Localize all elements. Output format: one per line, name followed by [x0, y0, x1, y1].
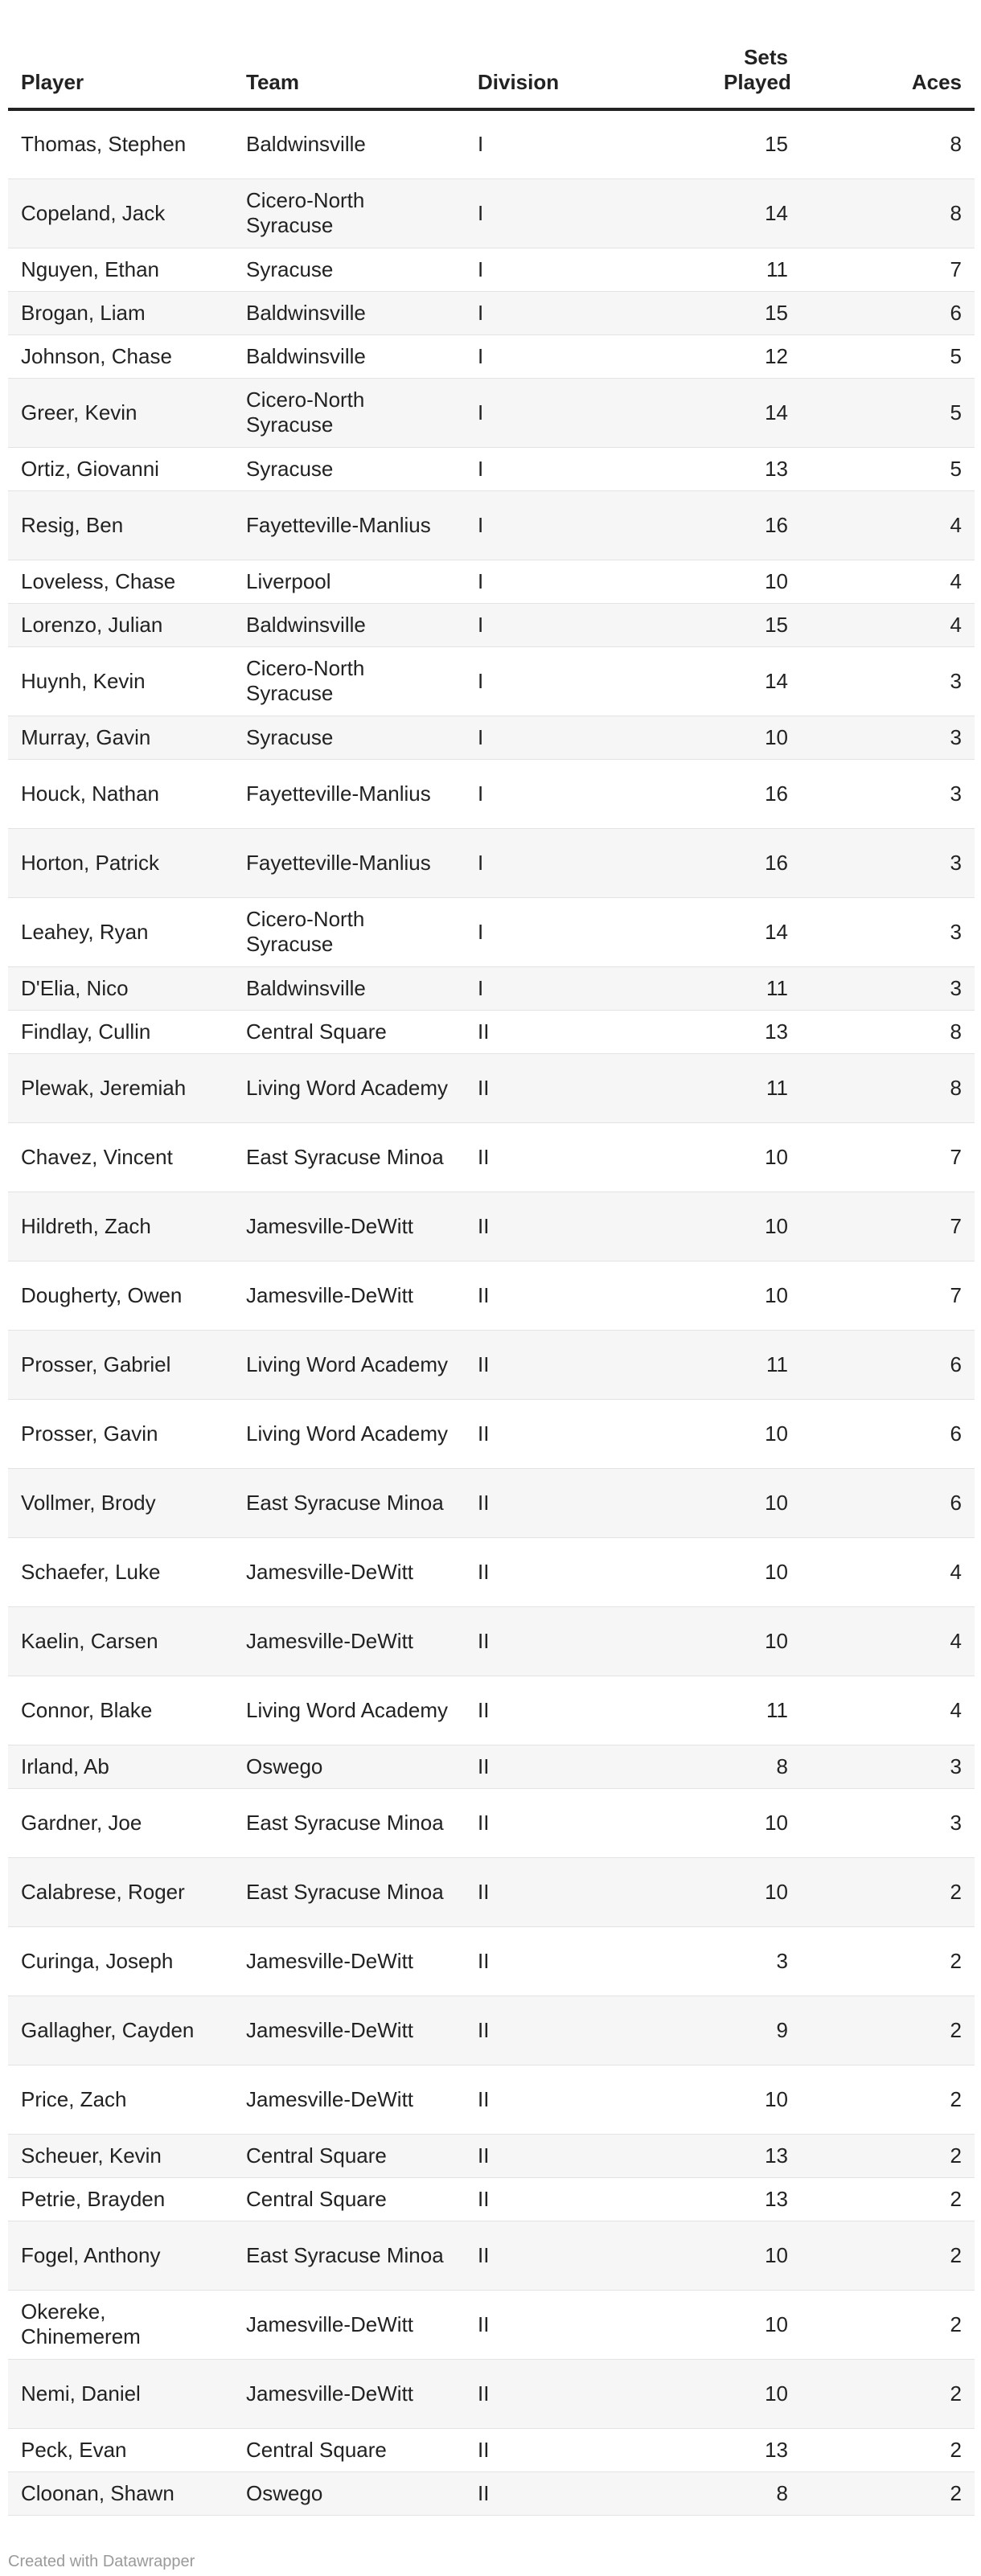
table-row: [8, 759, 975, 828]
table-row: [8, 178, 975, 248]
cell-division: II: [465, 2471, 618, 2515]
cell-sets-played: 10: [618, 1606, 801, 1676]
cell-player: Chavez, Vincent: [8, 1122, 233, 1192]
table-row: [8, 560, 975, 603]
cell-aces: 7: [801, 248, 975, 291]
cell-sets-played: 11: [618, 1053, 801, 1122]
cell-division: II: [465, 2134, 618, 2177]
cell-sets-played: 13: [618, 447, 801, 490]
table-row: [8, 828, 975, 897]
cell-sets-played: 14: [618, 178, 801, 248]
cell-sets-played: 14: [618, 646, 801, 716]
cell-player: Houck, Nathan: [8, 759, 233, 828]
table-row: [8, 248, 975, 291]
cell-aces: 4: [801, 1676, 975, 1745]
cell-sets-played: 15: [618, 291, 801, 334]
cell-team: Living Word Academy: [233, 1330, 465, 1399]
table-row: [8, 1926, 975, 1996]
cell-sets-played: 15: [618, 603, 801, 646]
cell-player: Lorenzo, Julian: [8, 603, 233, 646]
cell-player: Gallagher, Cayden: [8, 1996, 233, 2065]
cell-aces: 3: [801, 897, 975, 966]
cell-division: II: [465, 1926, 618, 1996]
cell-aces: 8: [801, 1010, 975, 1053]
cell-sets-played: 10: [618, 560, 801, 603]
table-row: [8, 1537, 975, 1606]
cell-team: Baldwinsville: [233, 334, 465, 378]
table-row: [8, 2177, 975, 2221]
cell-player: Okereke, Chinemerem: [8, 2290, 233, 2359]
cell-aces: 8: [801, 178, 975, 248]
cell-sets-played: 10: [618, 2221, 801, 2290]
cell-player: Schaefer, Luke: [8, 1537, 233, 1606]
cell-aces: 4: [801, 490, 975, 560]
cell-team: Jamesville-DeWitt: [233, 1996, 465, 2065]
cell-sets-played: 10: [618, 2290, 801, 2359]
table-row: [8, 2359, 975, 2428]
cell-player: Peck, Evan: [8, 2428, 233, 2471]
cell-sets-played: 13: [618, 1010, 801, 1053]
cell-aces: 4: [801, 560, 975, 603]
table-row: [8, 1192, 975, 1261]
cell-aces: 3: [801, 966, 975, 1010]
cell-aces: 2: [801, 2177, 975, 2221]
cell-player: Murray, Gavin: [8, 716, 233, 759]
cell-player: Nguyen, Ethan: [8, 248, 233, 291]
cell-team: East Syracuse Minoa: [233, 1788, 465, 1857]
table-row: [8, 897, 975, 966]
cell-aces: 7: [801, 1122, 975, 1192]
cell-sets-played: 10: [618, 2359, 801, 2428]
column-header-team[interactable]: Team: [233, 32, 465, 109]
column-header-division[interactable]: Division: [465, 32, 618, 109]
cell-division: I: [465, 716, 618, 759]
table-row: [8, 1399, 975, 1468]
cell-division: I: [465, 966, 618, 1010]
table-row: [8, 1606, 975, 1676]
cell-team: Central Square: [233, 2428, 465, 2471]
cell-division: I: [465, 560, 618, 603]
cell-sets-played: 10: [618, 716, 801, 759]
cell-division: II: [465, 2359, 618, 2428]
cell-player: Loveless, Chase: [8, 560, 233, 603]
cell-aces: 8: [801, 1053, 975, 1122]
cell-sets-played: 10: [618, 1857, 801, 1926]
table-row: [8, 1122, 975, 1192]
cell-team: Jamesville-DeWitt: [233, 2065, 465, 2134]
table-row: [8, 2290, 975, 2359]
cell-team: Living Word Academy: [233, 1399, 465, 1468]
cell-division: II: [465, 1122, 618, 1192]
column-header-aces[interactable]: Aces: [801, 32, 975, 109]
table-row: [8, 1053, 975, 1122]
table-row: [8, 603, 975, 646]
cell-sets-played: 10: [618, 2065, 801, 2134]
table-row: [8, 2221, 975, 2290]
table-row: [8, 1788, 975, 1857]
datawrapper-credit[interactable]: Created with Datawrapper: [8, 2553, 195, 2570]
column-header-sets-played-label: Sets Played: [724, 45, 791, 94]
cell-player: Cloonan, Shawn: [8, 2471, 233, 2515]
cell-team: Syracuse: [233, 447, 465, 490]
cell-player: Ortiz, Giovanni: [8, 447, 233, 490]
cell-division: II: [465, 2428, 618, 2471]
cell-team: Liverpool: [233, 560, 465, 603]
cell-division: II: [465, 1261, 618, 1330]
cell-aces: 5: [801, 447, 975, 490]
data-table-container: [8, 32, 975, 2516]
aces-table: [8, 32, 975, 2516]
cell-sets-played: 10: [618, 1537, 801, 1606]
cell-division: I: [465, 646, 618, 716]
cell-division: I: [465, 248, 618, 291]
table-row: [8, 490, 975, 560]
cell-team: Cicero-North Syracuse: [233, 646, 465, 716]
cell-team: Oswego: [233, 2471, 465, 2515]
table-row: [8, 1676, 975, 1745]
cell-team: Baldwinsville: [233, 291, 465, 334]
cell-sets-played: 11: [618, 1330, 801, 1399]
table-row: [8, 1261, 975, 1330]
cell-aces: 3: [801, 759, 975, 828]
cell-team: Cicero-North Syracuse: [233, 897, 465, 966]
cell-player: Vollmer, Brody: [8, 1468, 233, 1537]
cell-player: Findlay, Cullin: [8, 1010, 233, 1053]
cell-aces: 2: [801, 2065, 975, 2134]
cell-sets-played: 11: [618, 966, 801, 1010]
table-row: [8, 378, 975, 447]
cell-team: Baldwinsville: [233, 109, 465, 178]
cell-division: I: [465, 828, 618, 897]
cell-sets-played: 10: [618, 1468, 801, 1537]
cell-player: Plewak, Jeremiah: [8, 1053, 233, 1122]
cell-sets-played: 10: [618, 1192, 801, 1261]
cell-team: Jamesville-DeWitt: [233, 2359, 465, 2428]
cell-team: Jamesville-DeWitt: [233, 1537, 465, 1606]
cell-division: II: [465, 2065, 618, 2134]
cell-player: Gardner, Joe: [8, 1788, 233, 1857]
cell-division: II: [465, 1468, 618, 1537]
cell-team: Cicero-North Syracuse: [233, 178, 465, 248]
table-row: [8, 2134, 975, 2177]
table-row: [8, 1745, 975, 1788]
cell-player: Prosser, Gabriel: [8, 1330, 233, 1399]
cell-team: Baldwinsville: [233, 603, 465, 646]
cell-player: D'Elia, Nico: [8, 966, 233, 1010]
cell-player: Curinga, Joseph: [8, 1926, 233, 1996]
table-row: [8, 1010, 975, 1053]
cell-sets-played: 11: [618, 248, 801, 291]
cell-division: I: [465, 109, 618, 178]
header-row: [8, 32, 975, 109]
cell-team: East Syracuse Minoa: [233, 1122, 465, 1192]
cell-aces: 3: [801, 1788, 975, 1857]
cell-sets-played: 12: [618, 334, 801, 378]
cell-sets-played: 16: [618, 828, 801, 897]
cell-team: Central Square: [233, 2177, 465, 2221]
cell-player: Kaelin, Carsen: [8, 1606, 233, 1676]
table-row: [8, 1996, 975, 2065]
cell-player: Nemi, Daniel: [8, 2359, 233, 2428]
cell-player: Calabrese, Roger: [8, 1857, 233, 1926]
cell-team: Jamesville-DeWitt: [233, 1926, 465, 1996]
cell-sets-played: 11: [618, 1676, 801, 1745]
cell-sets-played: 10: [618, 1399, 801, 1468]
cell-aces: 2: [801, 2290, 975, 2359]
cell-aces: 2: [801, 2221, 975, 2290]
cell-player: Johnson, Chase: [8, 334, 233, 378]
cell-sets-played: 13: [618, 2134, 801, 2177]
cell-sets-played: 16: [618, 490, 801, 560]
cell-division: II: [465, 1010, 618, 1053]
cell-aces: 2: [801, 2359, 975, 2428]
cell-division: II: [465, 1399, 618, 1468]
cell-sets-played: 14: [618, 378, 801, 447]
cell-division: II: [465, 1053, 618, 1122]
table-row: [8, 716, 975, 759]
table-row: [8, 1857, 975, 1926]
cell-team: Living Word Academy: [233, 1053, 465, 1122]
cell-team: East Syracuse Minoa: [233, 2221, 465, 2290]
cell-player: Horton, Patrick: [8, 828, 233, 897]
cell-sets-played: 8: [618, 2471, 801, 2515]
cell-sets-played: 16: [618, 759, 801, 828]
cell-division: I: [465, 897, 618, 966]
cell-team: Central Square: [233, 1010, 465, 1053]
table-row: [8, 646, 975, 716]
cell-aces: 6: [801, 291, 975, 334]
cell-division: II: [465, 1857, 618, 1926]
cell-team: East Syracuse Minoa: [233, 1857, 465, 1926]
cell-team: Fayetteville-Manlius: [233, 759, 465, 828]
table-row: [8, 2065, 975, 2134]
cell-division: II: [465, 1537, 618, 1606]
cell-aces: 3: [801, 646, 975, 716]
cell-division: I: [465, 490, 618, 560]
cell-division: I: [465, 378, 618, 447]
cell-aces: 4: [801, 1537, 975, 1606]
cell-team: Baldwinsville: [233, 966, 465, 1010]
cell-team: Fayetteville-Manlius: [233, 828, 465, 897]
cell-sets-played: 9: [618, 1996, 801, 2065]
cell-team: Jamesville-DeWitt: [233, 2290, 465, 2359]
table-row: [8, 334, 975, 378]
table-row: [8, 2428, 975, 2471]
cell-division: II: [465, 1606, 618, 1676]
cell-player: Copeland, Jack: [8, 178, 233, 248]
table-header: [8, 32, 975, 109]
cell-aces: 2: [801, 1996, 975, 2065]
table-row: [8, 1468, 975, 1537]
cell-team: East Syracuse Minoa: [233, 1468, 465, 1537]
table-row: [8, 2471, 975, 2515]
cell-division: II: [465, 2177, 618, 2221]
cell-team: Cicero-North Syracuse: [233, 378, 465, 447]
cell-division: II: [465, 2221, 618, 2290]
cell-aces: 2: [801, 2134, 975, 2177]
table-row: [8, 447, 975, 490]
cell-player: Prosser, Gavin: [8, 1399, 233, 1468]
cell-division: II: [465, 2290, 618, 2359]
table-row: [8, 1330, 975, 1399]
cell-aces: 3: [801, 1745, 975, 1788]
cell-division: I: [465, 178, 618, 248]
cell-aces: 7: [801, 1261, 975, 1330]
cell-division: I: [465, 447, 618, 490]
cell-division: I: [465, 759, 618, 828]
cell-division: II: [465, 1676, 618, 1745]
cell-team: Jamesville-DeWitt: [233, 1606, 465, 1676]
column-header-sets-played[interactable]: [618, 32, 801, 109]
cell-player: Dougherty, Owen: [8, 1261, 233, 1330]
cell-team: Jamesville-DeWitt: [233, 1261, 465, 1330]
cell-team: Jamesville-DeWitt: [233, 1192, 465, 1261]
cell-aces: 2: [801, 2428, 975, 2471]
cell-aces: 6: [801, 1399, 975, 1468]
cell-aces: 7: [801, 1192, 975, 1261]
cell-aces: 2: [801, 1926, 975, 1996]
cell-aces: 5: [801, 378, 975, 447]
cell-aces: 8: [801, 109, 975, 178]
cell-team: Syracuse: [233, 248, 465, 291]
cell-team: Central Square: [233, 2134, 465, 2177]
cell-aces: 4: [801, 603, 975, 646]
cell-aces: 6: [801, 1468, 975, 1537]
cell-aces: 3: [801, 828, 975, 897]
cell-player: Petrie, Brayden: [8, 2177, 233, 2221]
cell-division: I: [465, 334, 618, 378]
cell-aces: 5: [801, 334, 975, 378]
cell-player: Brogan, Liam: [8, 291, 233, 334]
cell-division: II: [465, 1788, 618, 1857]
cell-player: Hildreth, Zach: [8, 1192, 233, 1261]
cell-aces: 3: [801, 716, 975, 759]
cell-division: II: [465, 1745, 618, 1788]
cell-team: Living Word Academy: [233, 1676, 465, 1745]
table-row: [8, 109, 975, 178]
cell-division: I: [465, 291, 618, 334]
cell-player: Scheuer, Kevin: [8, 2134, 233, 2177]
cell-sets-played: 15: [618, 109, 801, 178]
cell-aces: 6: [801, 1330, 975, 1399]
cell-team: Oswego: [233, 1745, 465, 1788]
cell-sets-played: 10: [618, 1788, 801, 1857]
cell-player: Greer, Kevin: [8, 378, 233, 447]
cell-aces: 4: [801, 1606, 975, 1676]
table-row: [8, 966, 975, 1010]
cell-player: Leahey, Ryan: [8, 897, 233, 966]
cell-sets-played: 13: [618, 2177, 801, 2221]
cell-aces: 2: [801, 2471, 975, 2515]
cell-aces: 2: [801, 1857, 975, 1926]
table-row: [8, 291, 975, 334]
cell-division: II: [465, 1996, 618, 2065]
cell-player: Connor, Blake: [8, 1676, 233, 1745]
cell-sets-played: 10: [618, 1122, 801, 1192]
cell-player: Price, Zach: [8, 2065, 233, 2134]
cell-player: Thomas, Stephen: [8, 109, 233, 178]
table-body: [8, 109, 975, 2515]
cell-division: II: [465, 1192, 618, 1261]
cell-sets-played: 10: [618, 1261, 801, 1330]
cell-sets-played: 14: [618, 897, 801, 966]
cell-player: Huynh, Kevin: [8, 646, 233, 716]
cell-sets-played: 13: [618, 2428, 801, 2471]
cell-team: Fayetteville-Manlius: [233, 490, 465, 560]
cell-player: Irland, Ab: [8, 1745, 233, 1788]
cell-division: II: [465, 1330, 618, 1399]
cell-team: Syracuse: [233, 716, 465, 759]
cell-division: I: [465, 603, 618, 646]
cell-sets-played: 3: [618, 1926, 801, 1996]
column-header-player[interactable]: Player: [8, 32, 233, 109]
cell-player: Fogel, Anthony: [8, 2221, 233, 2290]
cell-sets-played: 8: [618, 1745, 801, 1788]
cell-player: Resig, Ben: [8, 490, 233, 560]
